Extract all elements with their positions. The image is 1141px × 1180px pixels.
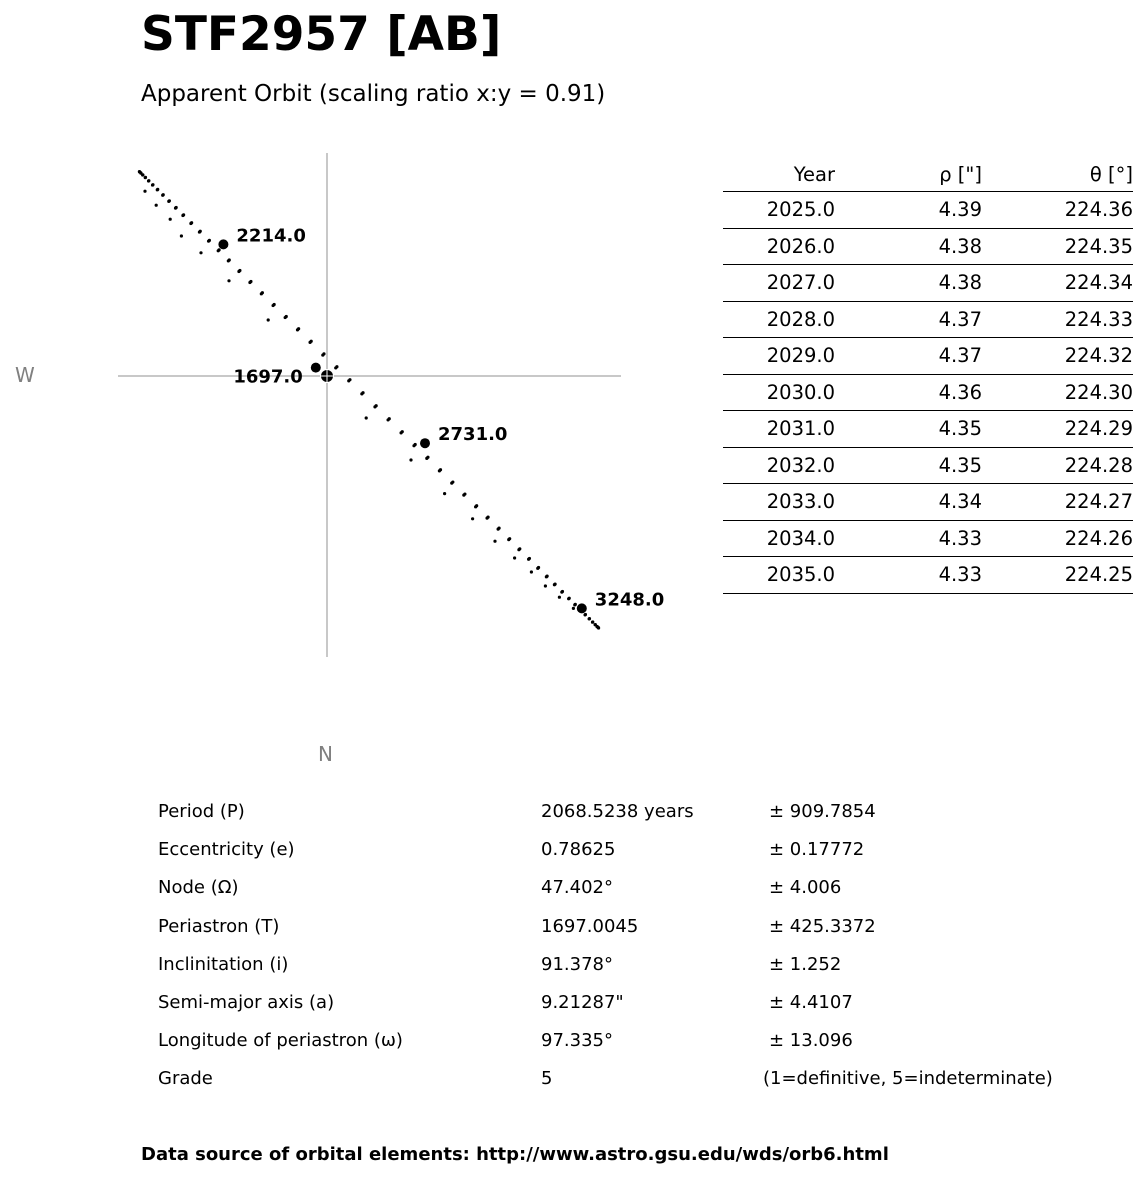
table-row (723, 447, 1133, 484)
orbit-point (147, 179, 150, 182)
orbit-point (169, 218, 172, 221)
cell-theta: 224.25 (982, 557, 1133, 594)
cell-theta: 224.36 (982, 192, 1133, 229)
orbit-point (144, 176, 147, 179)
element-name: Longitude of periastron (ω) (158, 1030, 403, 1052)
element-error: ± 13.096 (769, 1030, 853, 1052)
cell-year: 2028.0 (723, 301, 835, 338)
cell-rho: 4.39 (835, 192, 982, 229)
element-value: 9.21287" (541, 991, 624, 1013)
cell-rho: 4.37 (835, 338, 982, 375)
element-error: ± 0.17772 (769, 839, 865, 861)
element-name: Grade (158, 1068, 213, 1090)
cell-theta: 224.28 (982, 447, 1133, 484)
orbit-point (558, 596, 561, 599)
cell-rho: 4.37 (835, 301, 982, 338)
orbit-point (412, 444, 415, 447)
element-name: Semi-major axis (a) (158, 991, 335, 1013)
orbit-point (530, 570, 533, 573)
cell-year: 2035.0 (723, 557, 835, 594)
epoch-marker (577, 603, 587, 613)
cell-year: 2030.0 (723, 374, 835, 411)
orbit-point (156, 188, 159, 191)
chart-title: STF2957 [AB] (141, 7, 502, 62)
cell-rho: 4.38 (835, 265, 982, 302)
orbit-point (425, 457, 428, 460)
orbit-point (545, 575, 548, 578)
orbit-point (296, 328, 299, 331)
orbit-point (560, 590, 563, 593)
orbit-point (438, 469, 441, 472)
chart-subtitle: Apparent Orbit (scaling ratio x:y = 0.91) (141, 81, 606, 107)
table-row (723, 374, 1133, 411)
element-value: 91.378° (541, 953, 613, 975)
cell-year: 2032.0 (723, 447, 835, 484)
cell-theta: 224.29 (982, 411, 1133, 448)
element-name: Eccentricity (e) (158, 839, 295, 861)
orbit-point (365, 416, 368, 419)
cell-theta: 224.34 (982, 265, 1133, 302)
orbit-point (347, 379, 350, 382)
cell-theta: 224.32 (982, 338, 1133, 375)
element-error: (1=definitive, 5=indeterminate) (763, 1068, 1053, 1090)
cell-theta: 224.30 (982, 374, 1133, 411)
header-theta: θ [°] (982, 157, 1133, 192)
orbit-point (513, 556, 516, 559)
orbit-point (248, 281, 251, 284)
orbit-point (471, 517, 474, 520)
orbit-point (493, 540, 496, 543)
orbit-point (161, 194, 164, 197)
orbit-point (572, 607, 575, 610)
orbit-point (573, 603, 576, 606)
data-source-note: Data source of orbital elements: http://www.astro.gsu.edu/wds/orb6.html (141, 1144, 889, 1165)
orbit-point (517, 548, 520, 551)
orbit-point (143, 190, 146, 193)
element-value: 47.402° (541, 877, 613, 899)
table-row (723, 338, 1133, 375)
cell-rho: 4.35 (835, 447, 982, 484)
epoch-label: 2731.0 (438, 424, 508, 446)
orbit-point (199, 251, 202, 254)
table-row (723, 484, 1133, 521)
orbit-point (141, 173, 144, 176)
orbit-point (399, 431, 402, 434)
element-value: 0.78625 (541, 839, 616, 861)
orbit-point (373, 405, 376, 408)
table-row (723, 301, 1133, 338)
orbit-point (155, 204, 158, 207)
orbit-point (597, 626, 600, 629)
orbit-point (591, 621, 594, 624)
orbit-point (497, 527, 500, 530)
orbit-point (189, 222, 192, 225)
cell-rho: 4.33 (835, 520, 982, 557)
orbit-point (334, 366, 337, 369)
element-value: 97.335° (541, 1030, 613, 1052)
element-error: ± 4.4107 (769, 991, 853, 1013)
epoch-label: 1697.0 (233, 366, 303, 388)
element-name: Inclinitation (i) (158, 953, 289, 975)
orbit-point (553, 583, 556, 586)
orbit-point (450, 482, 453, 485)
orbit-point (181, 214, 184, 217)
cell-rho: 4.33 (835, 557, 982, 594)
orbit-point (544, 584, 547, 587)
cell-rho: 4.36 (835, 374, 982, 411)
orbit-point (474, 505, 477, 508)
orbit-point (180, 234, 183, 237)
element-error: ± 909.7854 (769, 801, 876, 822)
header-year: Year (723, 157, 835, 192)
element-name: Period (P) (158, 801, 245, 822)
orbit-point (485, 517, 488, 520)
orbit-point (198, 230, 201, 233)
orbit-point (536, 567, 539, 570)
element-error: ± 425.3372 (769, 915, 876, 937)
table-row (723, 265, 1133, 302)
orbit-point (237, 270, 240, 273)
orbit-point (167, 200, 170, 203)
header-rho: ρ ["] (835, 157, 982, 192)
element-value: 1697.0045 (541, 915, 639, 937)
table-row (723, 192, 1133, 229)
cell-year: 2033.0 (723, 484, 835, 521)
orbit-point (409, 458, 412, 461)
orbit-point (507, 538, 510, 541)
cell-rho: 4.35 (835, 411, 982, 448)
epoch-marker (218, 239, 228, 249)
table-row (723, 411, 1133, 448)
west-label: W (15, 363, 35, 387)
orbit-point (386, 418, 389, 421)
orbit-point (321, 353, 324, 356)
orbit-point (151, 183, 154, 186)
orbit-point (284, 316, 287, 319)
orbit-point (360, 392, 363, 395)
orbit-point (588, 617, 591, 620)
element-error: ± 4.006 (769, 877, 842, 899)
cell-theta: 224.27 (982, 484, 1133, 521)
epoch-marker (420, 438, 430, 448)
orbit-point (527, 558, 530, 561)
element-name: Node (Ω) (158, 877, 239, 899)
orbit-point (462, 494, 465, 497)
ephemeris-table (723, 157, 1133, 594)
orbit-point (443, 492, 446, 495)
orbit-point (267, 318, 270, 321)
table-row (723, 557, 1133, 594)
orbit-point (207, 240, 210, 243)
cell-year: 2034.0 (723, 520, 835, 557)
cell-theta: 224.35 (982, 228, 1133, 265)
table-row (723, 228, 1133, 265)
north-label: N (318, 742, 333, 766)
epoch-marker (311, 363, 321, 373)
epoch-label: 2214.0 (236, 225, 306, 247)
cell-theta: 224.33 (982, 301, 1133, 338)
orbit-point (174, 207, 177, 210)
orbit-point (567, 597, 570, 600)
orbit-point (217, 249, 220, 252)
cell-rho: 4.34 (835, 484, 982, 521)
epoch-label: 3248.0 (594, 589, 665, 611)
cell-rho: 4.38 (835, 228, 982, 265)
cell-theta: 224.26 (982, 520, 1133, 557)
orbit-point (583, 613, 586, 616)
table-row (723, 520, 1133, 557)
cell-year: 2031.0 (723, 411, 835, 448)
cell-year: 2027.0 (723, 265, 835, 302)
orbit-point (271, 304, 274, 307)
orbit-plot (0, 140, 700, 780)
cell-year: 2026.0 (723, 228, 835, 265)
element-value: 5 (541, 1068, 553, 1090)
cell-year: 2029.0 (723, 338, 835, 375)
ephemeris-header-row (723, 157, 1133, 192)
orbit-point (227, 259, 230, 262)
element-value: 2068.5238 years (541, 801, 694, 822)
orbit-point (260, 292, 263, 295)
element-name: Periastron (T) (158, 915, 280, 937)
orbit-point (308, 341, 311, 344)
orbit-point (227, 279, 230, 282)
cell-year: 2025.0 (723, 192, 835, 229)
element-error: ± 1.252 (769, 953, 842, 975)
